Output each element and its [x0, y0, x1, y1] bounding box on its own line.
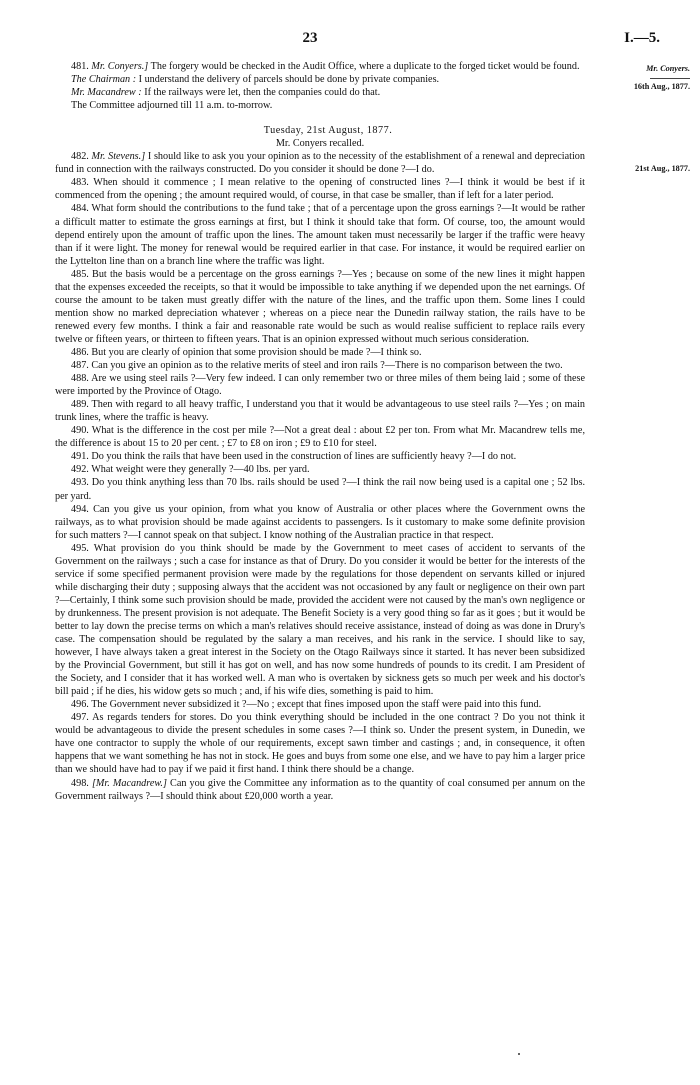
speaker-label: The Chairman : [71, 74, 137, 86]
print-speck [518, 1053, 520, 1055]
page-number: 23 [302, 30, 318, 46]
para-number: 482. [71, 151, 89, 163]
speaker-label: Mr. Macandrew : [71, 87, 142, 99]
margin-date-first: 16th Aug., 1877. [633, 81, 690, 91]
margin-date-second: 21st Aug., 1877. [635, 164, 690, 173]
paragraph-491: 491. Do you think the rails that have been used in the construction of lines are sufficiently heavy ?—I do not. [71, 451, 517, 463]
paragraph-487: 487. Can you give an opinion as to the relative merits of steel and iron rails ?—There is no comparison between the two. [71, 360, 563, 372]
chairman-remark [55, 73, 585, 86]
paragraph-490: 490. What is the difference in the cost per mile ?—Not a great deal : about £2 per ton. From what Mr. Macandrew tells me, the difference is about 15 to 20 per cent. ; £7 to £8 on iron ; £9 to £10 for steel. [55, 425, 585, 450]
paragraph-485: 485. But the basis would be a percentage on the gross earnings ?—Yes ; because on some of the new lines it might happen that the expenses exceeded the receipts, so that it would be impossible to take anything if we depended upon the net earnings. Of course the amount to be taken must greatly differ with the nature of the lines, and the traffic upon them. Some lines I could mention show no marked depreciation whatever ; whereas on a piece near the Dunedin railway station, the rails have to be renewed every few months. I think a fair and reasonable rate would be such as would realise sufficient to replace rails every twelve or fifteen years, or thirteen to fifteen years. That is an opinion expressed without much serious consideration. [55, 268, 585, 345]
paragraph-482 [55, 150, 585, 176]
paragraph-483: 483. When should it commence ; I mean relative to the opening of constructed lines ?—I think it would be best if it commenced from the opening ; the amount required would, of course, in that case be smaller, than if left for a later period. [55, 177, 585, 202]
paragraph-481 [55, 60, 585, 73]
paragraph-489: 489. Then with regard to all heavy traffic, I understand you that it would be advantageous to use steel rails ?—Yes ; on main trunk lines, where the traffic is heavy. [55, 399, 585, 424]
body-text [55, 60, 585, 803]
paragraph-496: 496. The Government never subsidized it ?—No ; except that fines imposed upon the staff were paid into this fund. [71, 699, 542, 711]
margin-note-first [594, 64, 690, 92]
para-number: 481. [71, 61, 89, 72]
speaker-label: [Mr. Macandrew.] [91, 777, 167, 789]
remark-text: I understand the delivery of parcels should be done by private companies. [136, 74, 440, 86]
paragraph-494: 494. Can you give us your opinion, from what you know of Australia or other places where the Government owns the railways, as to what provision should be made against accidents to passengers. Is it customary to make some definite provision for such matters ?—I cannot speak on that subject. I know nothing of the Australian practice in that respect. [55, 503, 585, 541]
macandrew-remark [55, 86, 585, 99]
paragraph-497: 497. As regards tenders for stores. Do you think everything should be included in the one contract ? Do you not think it would be advantageous to divide the present schedules in some cases ?—I think so. Under the present system, in Dunedin, we have one contractor to supply the whole of our requirements, except sawn timber and castings ; and, in consequence, it often happens that we want something he has not in stock. He goes and buys from some one else, and we have to pay him a larger price than we should have had to pay if we paid it first hand. I think there should be a change. [55, 712, 585, 776]
witness-recalled: Mr. Conyers recalled. [275, 138, 365, 150]
document-reference: I.—5. [624, 30, 660, 46]
margin-note-second [594, 164, 690, 175]
paragraph-495: 495. What provision do you think should be made by the Government to meet cases of accident to servants of the Government on the railways ; such a case for instance as that of Drury. Do you consider it would be better for the interests of the service if some specified permanent provision were made by the regulations for those dependent on servants killed or injured while discharging their duty ; supposing always that the accident was not occasioned by any fault or negligence on their own part ?—Certainly, I think some such provision should be made, provided the accident were not caused by the man's own negligence or by drunkenness. The present provision is not adequate. The Benefit Society is a very good thing so far as it goes ; but it would be better to lay down the precise terms on which a man's relatives should receive assistance, instead of doing as was done in Drury's case. The compensation should be regulated by the salary a man receives, and his rank in the service. I should like to say, however, I have always taken a great interest in the Society on the Otago Railways since it started. It has never been subsidized by the Provincial Government, but still it has got on well, and has now some hundreds of pounds to its credit. I am President of the Society, and I consider that it has worked well. A man who is overtaken by sickness gets so much per week and his doctor's bill paid ; if he dies, his widow gets so much ; and, if his wife dies, something is paid to him. [55, 542, 585, 698]
para-text: The forgery would be checked in the Audit Office, where a duplicate to the forged ticket would be found. [148, 61, 580, 72]
margin-speaker: Mr. Conyers. [646, 64, 690, 73]
date-heading: Tuesday, 21st August, 1877. [263, 125, 393, 137]
paragraph-498 [55, 777, 585, 803]
paragraph-486: 486. But you are clearly of opinion that some provision should be made ?—I think so. [71, 346, 422, 358]
para-number: 498. [71, 777, 89, 789]
speaker-label: Mr. Stevens.] [91, 151, 146, 163]
speaker-label: Mr. Conyers.] [91, 61, 149, 72]
adjournment-note: The Committee adjourned till 11 a.m. to-morrow. [71, 100, 273, 112]
paragraph-493: 493. Do you think anything less than 70 lbs. rails should be used ?—I think the rail now being used is a capital one ; 52 lbs. per yard. [55, 477, 585, 502]
paragraph-488: 488. Are we using steel rails ?—Very few indeed. I can only remember two or three miles of them being laid ; some of these were imported by the Province of Otago. [55, 373, 585, 398]
para-text: I should like to ask you your opinion as to the necessity of the establishment of a renewal and depreciation fund in connection with the railways constructed. Do you consider it should be done ?—I do. [55, 151, 585, 176]
paragraph-492: 492. What weight were they generally ?—40 lbs. per yard. [71, 464, 310, 476]
para-text: Can you give the Committee any information as to the quantity of coal consumed per annum on the Government railways ?—I should think about £20,000 worth a year. [55, 777, 585, 802]
remark-text: If the railways were let, then the companies could do that. [141, 87, 381, 99]
margin-rule [650, 78, 690, 79]
paragraph-484: 484. What form should the contributions to the fund take ; that of a percentage upon the gross earnings ?—It would be rather a difficult matter to estimate the gross earnings at first, but I think it should take that form. Of course, too, the amount would depend entirely upon the amount of traffic upon the lines. The amount taken must necessarily be larger if the traffic were heavy than if it were light. The money for renewal would be required earlier in that case. For instance, it would be required earlier on the Lyttelton line than on a branch line where the traffic was light. [55, 203, 585, 267]
